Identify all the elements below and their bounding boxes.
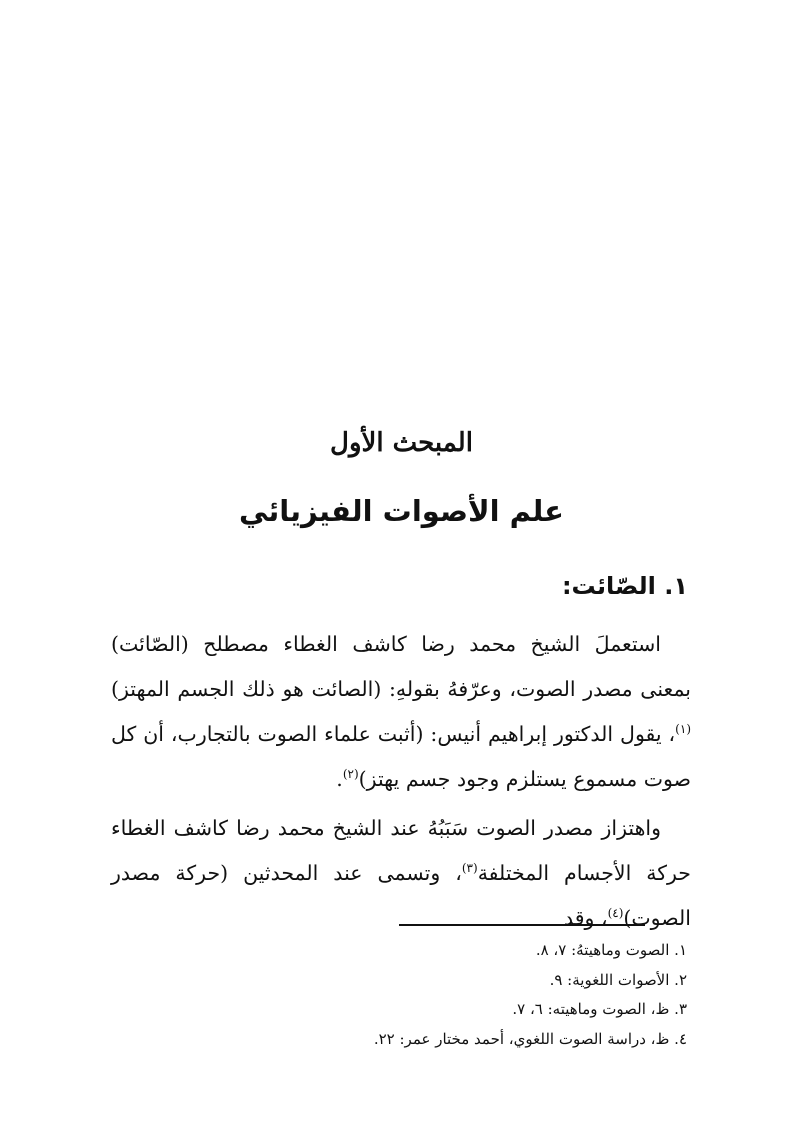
paragraph-1-segment-b: ، يقول الدكتور إبراهيم أنيس: (أثبت علماء الصوت بالتجارب، أن كل صوت مسموع يستلزم وجود جسم يهتز) (111, 722, 691, 791)
paragraph-1 (111, 622, 691, 802)
footnote-2: ٢. الأصوات اللغوية: ٩. (549, 970, 687, 989)
footnote-ref-1: (١) (675, 722, 691, 737)
paragraph-1-segment-c: . (336, 767, 343, 791)
paragraph-1-segment-a: استعملَ الشيخ محمد رضا كاشف الغطاء مصطلح (الصّائت) بمعنى مصدر الصوت، وعرّفهُ بقولهِ: (الصائت هو ذلك الجسم المهتز) (111, 632, 691, 701)
paragraph-2-text (111, 806, 691, 941)
footnotes (287, 936, 687, 1054)
section-heading: ١. الصّائت: (561, 572, 688, 600)
footnote-ref-2: (٢) (342, 767, 359, 782)
footnote-4: ٤. ظ، دراسة الصوت اللغوي، أحمد مختار عمر: ٢٢. (373, 1029, 687, 1048)
paragraph-2-segment-b: ، وتسمى عند المحدثين (حركة مصدر الصوت) (111, 861, 691, 930)
paragraph-2-segment-c: ، وقد (563, 906, 608, 930)
footnote-3: ٣. ظ، الصوت وماهيته: ٦، ٧. (512, 1000, 687, 1018)
chapter-title: المبحث الأول (330, 428, 473, 458)
main-title: علم الأصوات الفيزيائي (239, 494, 564, 528)
footnote-ref-4: (٤) (607, 906, 624, 921)
footnote-ref-3: (٣) (461, 861, 478, 876)
paragraph-2 (111, 806, 691, 941)
paragraph-2-segment-a: واهتزاز مصدر الصوت سَبَبُهُ عند الشيخ محمد رضا كاشف الغطاء حركة الأجسام المختلفة (111, 816, 691, 885)
footnote-separator (399, 924, 645, 926)
paragraph-1-text (111, 622, 691, 802)
footnote-1: ١. الصوت وماهيتهُ: ٧، ٨. (535, 941, 687, 959)
